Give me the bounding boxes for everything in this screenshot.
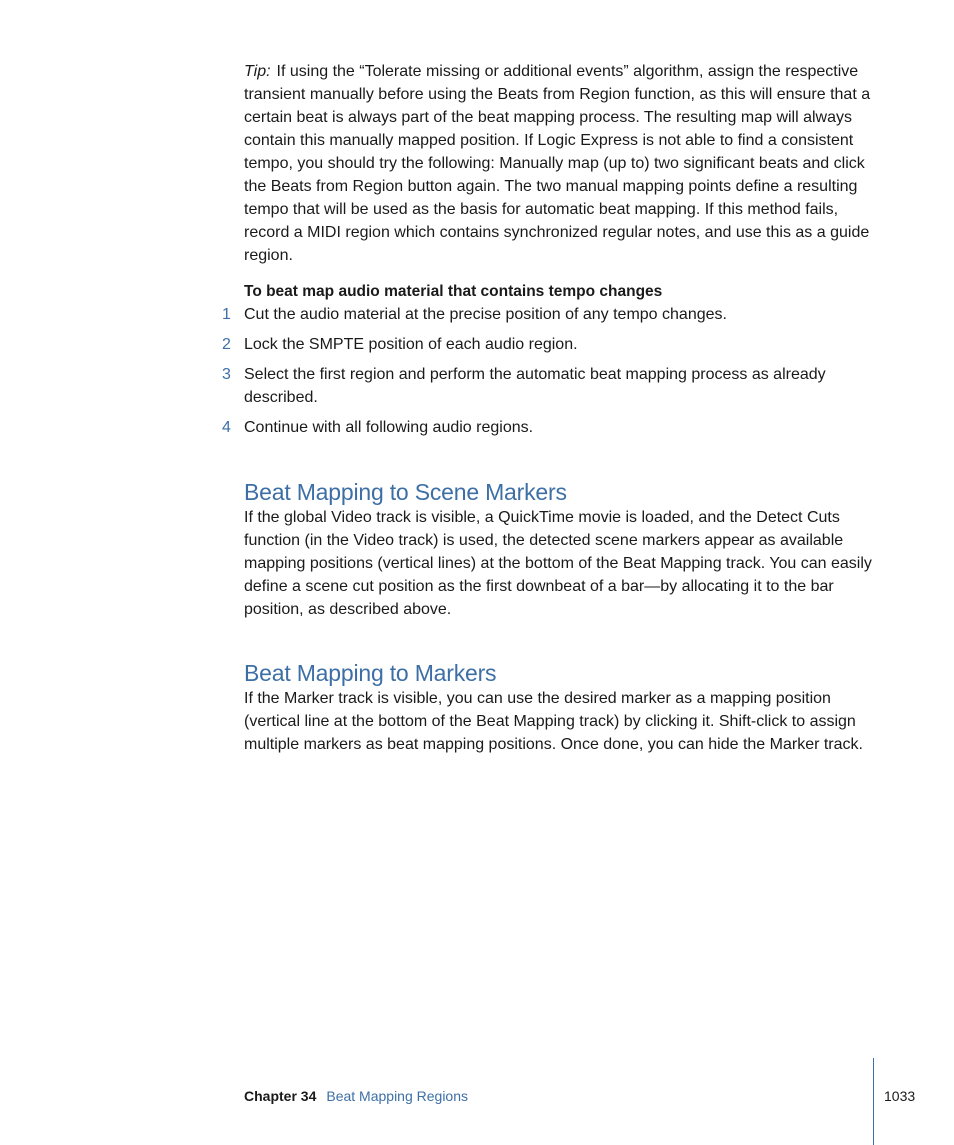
steps-list — [222, 303, 878, 439]
step-text: Lock the SMPTE position of each audio region. — [244, 336, 578, 353]
section-body-markers: If the Marker track is visible, you can use the desired marker as a mapping position (vertical line at the bottom of the Beat Mapping track) by clicking it. Shift-click to assign multiple markers as beat mapping positions. Once done, you can hide the Marker track. — [244, 690, 863, 753]
page-content — [222, 60, 878, 756]
section-heading-markers: Beat Mapping to Markers — [244, 660, 497, 686]
section-heading-scene-markers: Beat Mapping to Scene Markers — [244, 479, 567, 505]
page-footer — [244, 1087, 468, 1105]
page-number: 1033 — [884, 1088, 916, 1104]
step-number: 3 — [222, 366, 231, 383]
footer-divider — [873, 1058, 874, 1145]
tip-label: Tip: — [244, 63, 271, 80]
step-number: 1 — [222, 306, 231, 323]
step-text: Continue with all following audio regions. — [244, 419, 534, 436]
step-text: Select the first region and perform the automatic beat mapping process as already described. — [244, 366, 826, 406]
step-item — [222, 303, 878, 326]
step-item — [222, 333, 878, 356]
section-body-scene-markers: If the global Video track is visible, a QuickTime movie is loaded, and the Detect Cuts function (in the Video track) is used, the detected scene markers appear as available mapping positions (vertical lines) at the bottom of the Beat Mapping track. You can easily define a scene cut position as the first downbeat of a bar—by allocating it to the bar position, as described above. — [244, 509, 872, 618]
tip-text: If using the “Tolerate missing or additional events” algorithm, assign the respective transient manually before using the Beats from Region function, as this will ensure that a certain beat is always part of the beat mapping process. The resulting map will always contain this manually mapped position. If Logic Express is not able to find a consistent tempo, you should try the following: Manually map (up to) two significant beats and click the Beats from Region button again. The two manual mapping points define a resulting tempo that will be used as the basis for automatic beat mapping. If this method fails, record a MIDI region which contains synchronized regular notes, and use this as a guide region. — [244, 63, 871, 264]
footer-chapter-label: Chapter 34 — [244, 1088, 317, 1104]
task-title: To beat map audio material that contains tempo changes — [244, 283, 663, 300]
tip-paragraph — [244, 60, 878, 267]
footer-chapter-title: Beat Mapping Regions — [326, 1088, 469, 1104]
step-text: Cut the audio material at the precise position of any tempo changes. — [244, 306, 727, 323]
step-item — [222, 416, 878, 439]
step-number: 4 — [222, 419, 231, 436]
step-item — [222, 363, 878, 409]
step-number: 2 — [222, 336, 231, 353]
